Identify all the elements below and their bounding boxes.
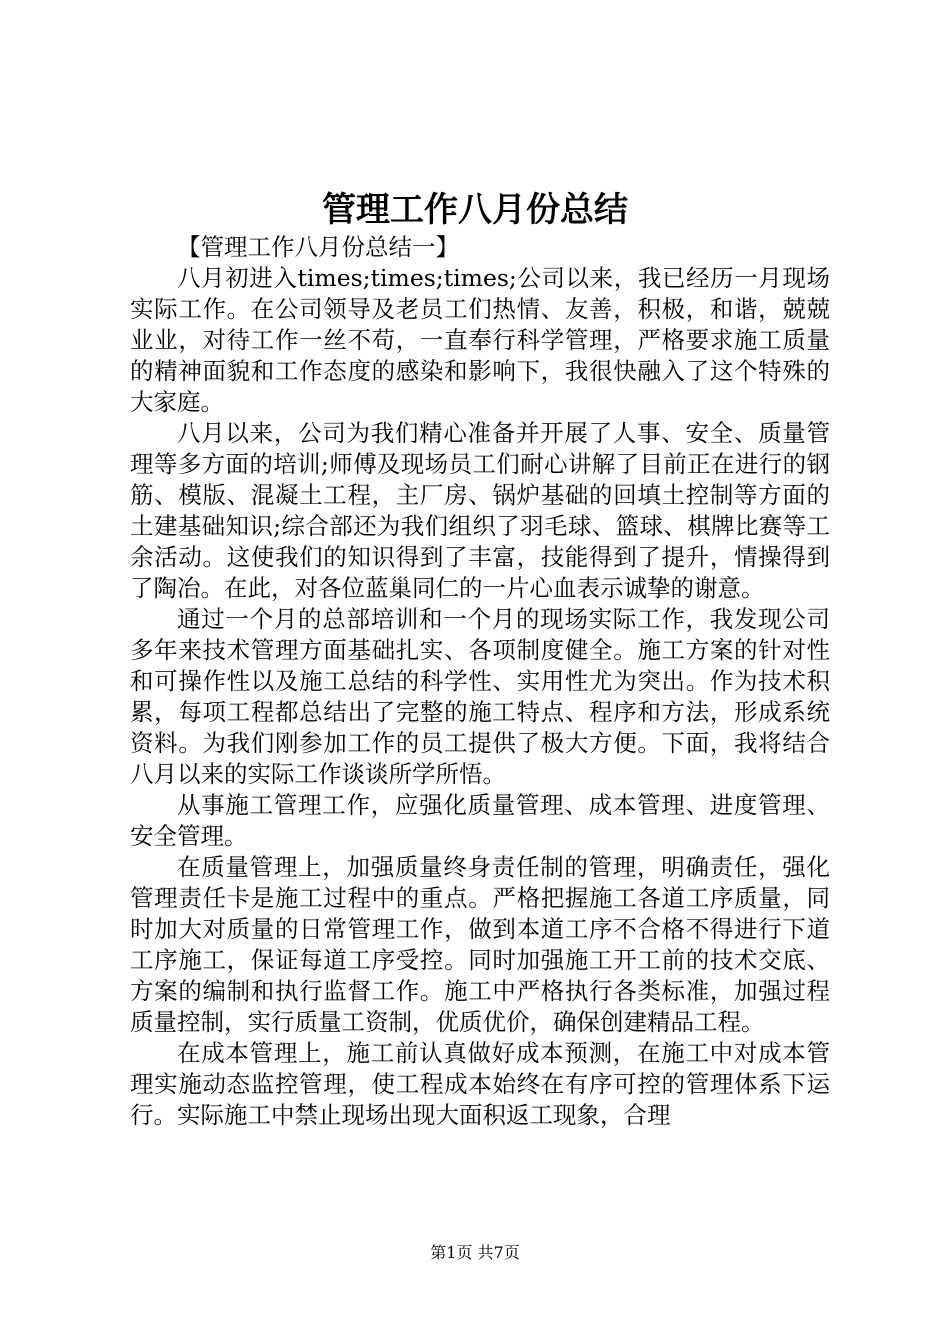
paragraph: 八月以来，公司为我们精心准备并开展了人事、安全、质量管理等多方面的培训;师傅及现场员工们耐心讲解了目前正在进行的钢筋、模版、混凝土工程，主厂房、锅炉基础的回填土控制等方面的土建基础知识;综合部还为我们组织了羽毛球、篮球、棋牌比赛等工余活动。这使我们的知识得到了丰富，技能得到了提升，情操得到了陶冶。在此，对各位蓝巢同仁的一片心血表示诚挚的谢意。 [130,419,830,602]
paragraph: 从事施工管理工作，应强化质量管理、成本管理、进度管理、安全管理。 [130,791,830,850]
document-title: 管理工作八月份总结 [322,190,628,230]
document-body [130,232,830,1131]
paragraph: 通过一个月的总部培训和一个月的现场实际工作，我发现公司多年来技术管理方面基础扎实、各项制度健全。施工方案的针对性和可操作性以及施工总结的科学性、实用性尤为突出。作为技术积累，每项工程都总结出了完整的施工特点、程序和方法，形成系统资料。为我们刚参加工作的员工提供了极大方便。下面，我将结合八月以来的实际工作谈谈所学所悟。 [130,605,830,788]
page-footer: 第1页 共7页 [430,1243,520,1262]
section-heading: 【管理工作八月份总结一】 [177,233,459,261]
paragraph: 八月初进入times;times;times;公司以来，我已经历一月现场实际工作。在公司领导及老员工们热情、友善，积极，和谐，兢兢业业，对待工作一丝不苟，一直奉行科学管理，严格要求施工质量的精神面貌和工作态度的感染和影响下，我很快融入了这个特殊的大家庭。 [130,264,830,416]
paragraph: 在成本管理上，施工前认真做好成本预测，在施工中对成本管理实施动态监控管理，使工程成本始终在有序可控的管理体系下运行。实际施工中禁止现场出现大面积返工现象，合理 [130,1039,830,1129]
paragraph: 在质量管理上，加强质量终身责任制的管理，明确责任，强化管理责任卡是施工过程中的重点。严格把握施工各道工序质量，同时加大对质量的日常管理工作，做到本道工序不合格不得进行下道工序施工，保证每道工序受控。同时加强施工开工前的技术交底、方案的编制和执行监督工作。施工中严格执行各类标准，加强过程质量控制，实行质量工资制，优质优价，确保创建精品工程。 [130,853,830,1036]
